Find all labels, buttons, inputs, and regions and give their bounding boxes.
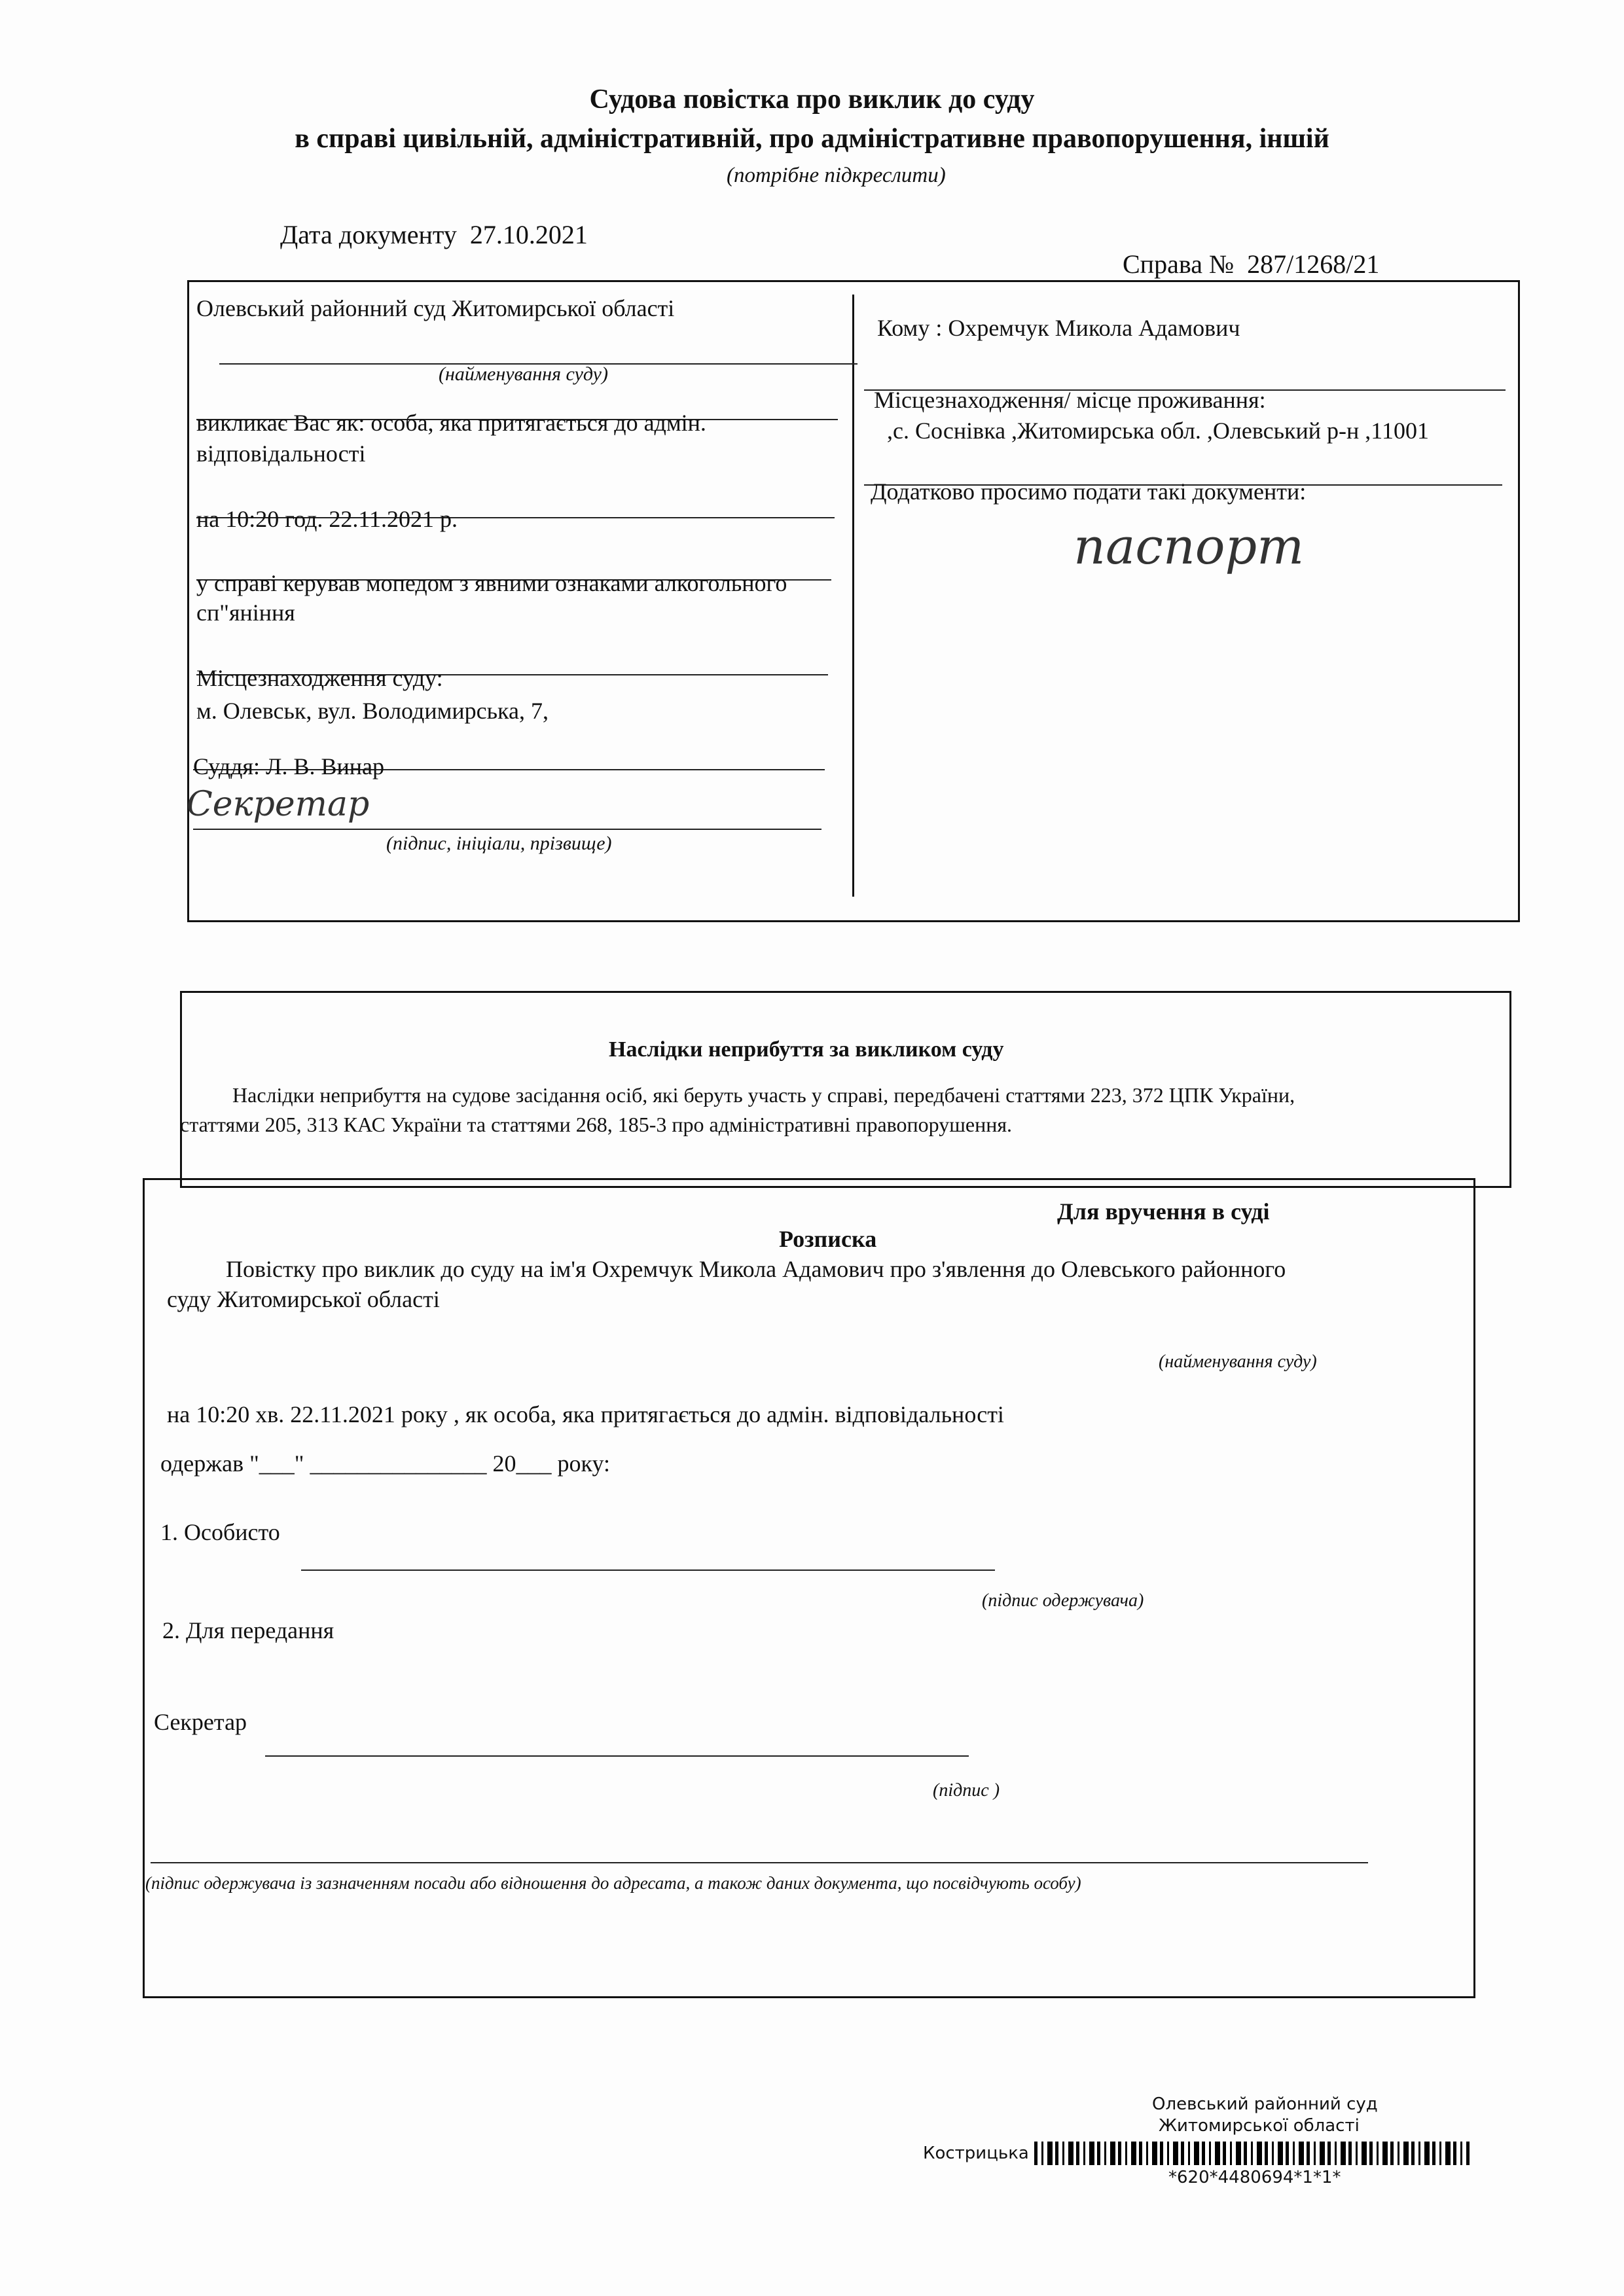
subtitle: в справі цивільній, адміністративній, про адміністративне правопорушення, іншій	[295, 124, 1329, 154]
address-label: Місцезнаходження/ місце проживання:	[874, 387, 1266, 413]
date-label: Дата документу	[280, 220, 457, 249]
secretary-caption: (підпис )	[933, 1780, 1000, 1801]
footer-caption: (підпис одержувача із зазначенням посади або відношення до адресата, а також даних документа, що посвідчують особу)	[145, 1873, 1081, 1893]
barcode-code: *620*4480694*1*1*	[1168, 2168, 1341, 2187]
document-date	[280, 219, 588, 250]
stamp-court-2: Житомирської області	[1159, 2116, 1360, 2136]
receipt-court-caption: (найменування суду)	[1159, 1352, 1317, 1372]
court-location-label: Місцезнаходження суду:	[196, 665, 443, 691]
personal-label: 1. Особисто	[160, 1519, 280, 1545]
received-date: одержав "___" _______________ 20___ року:	[160, 1450, 611, 1477]
receipt-text-1: Повістку про виклик до суду на ім'я Охремчук Микола Адамович про з'явлення до Олевського районного	[226, 1256, 1286, 1282]
consequences-text-2: статтями 205, 313 КАС України та статтями 268, 185-3 про адміністративні правопорушення.	[180, 1113, 1013, 1136]
summons-as-1: викликає Вас як: особа, яка притягається до адмін.	[196, 410, 706, 436]
recipient: Кому : Охремчук Микола Адамович	[877, 315, 1240, 341]
stamp-court-1: Олевський районний суд	[1152, 2094, 1378, 2114]
divider	[193, 829, 821, 830]
barcode	[1034, 2142, 1470, 2165]
hearing-time: на 10:20 год. 22.11.2021 р.	[196, 506, 458, 532]
stamp-name: Кострицька	[923, 2144, 1029, 2163]
transfer-label: 2. Для передання	[162, 1617, 334, 1643]
address: ,с. Соснівка ,Житомирська обл. ,Олевський р-н ,11001	[887, 418, 1429, 444]
secretary-signature-line[interactable]	[265, 1755, 969, 1757]
judge: Суддя: Л. В. Винар	[193, 753, 384, 780]
court-location: м. Олевськ, вул. Володимирська, 7,	[196, 698, 549, 724]
receipt-text-2: суду Житомирської області	[167, 1286, 440, 1312]
column-divider	[852, 295, 854, 897]
for-court-label: Для вручення в суді	[1057, 1198, 1270, 1225]
case-label: Справа №	[1123, 249, 1235, 279]
receipt-time: на 10:20 хв. 22.11.2021 року , як особа, яка притягається до адмін. відповідальності	[167, 1401, 1004, 1427]
case-number	[1123, 249, 1379, 279]
date-value: 27.10.2021	[469, 220, 588, 249]
personal-caption: (підпис одержувача)	[982, 1590, 1144, 1611]
handwritten-signature: Секретар	[187, 785, 370, 824]
case-desc-2: сп"яніння	[196, 600, 295, 626]
recipient-signature-line[interactable]	[151, 1862, 1368, 1863]
consequences-title: Наслідки неприбуття за викликом суду	[609, 1037, 1004, 1062]
receipt-title: Розписка	[779, 1226, 877, 1252]
secretary-label: Секретар	[154, 1709, 247, 1735]
summons-as-2: відповідальності	[196, 440, 366, 467]
handwritten-documents: паспорт	[1074, 517, 1305, 575]
case-desc-1: у справі керував мопедом з явними ознаками алкогольного	[196, 570, 787, 596]
case-value: 287/1268/21	[1247, 249, 1380, 279]
signature-caption: (підпис, ініціали, прізвище)	[386, 833, 612, 854]
documents-label: Додатково просимо подати такі документи:	[871, 478, 1307, 505]
court-name: Олевський районний суд Житомирської області	[196, 295, 675, 321]
court-caption: (найменування суду)	[439, 363, 608, 385]
consequences-text-1: Наслідки неприбуття на судове засідання осіб, які беруть участь у справі, передбачені статтями 223, 372 ЦПК України,	[232, 1083, 1295, 1107]
personal-signature-line[interactable]	[301, 1570, 995, 1571]
underline-note: (потрібне підкреслити)	[727, 164, 946, 187]
title: Судова повістка про виклик до суду	[589, 84, 1035, 115]
